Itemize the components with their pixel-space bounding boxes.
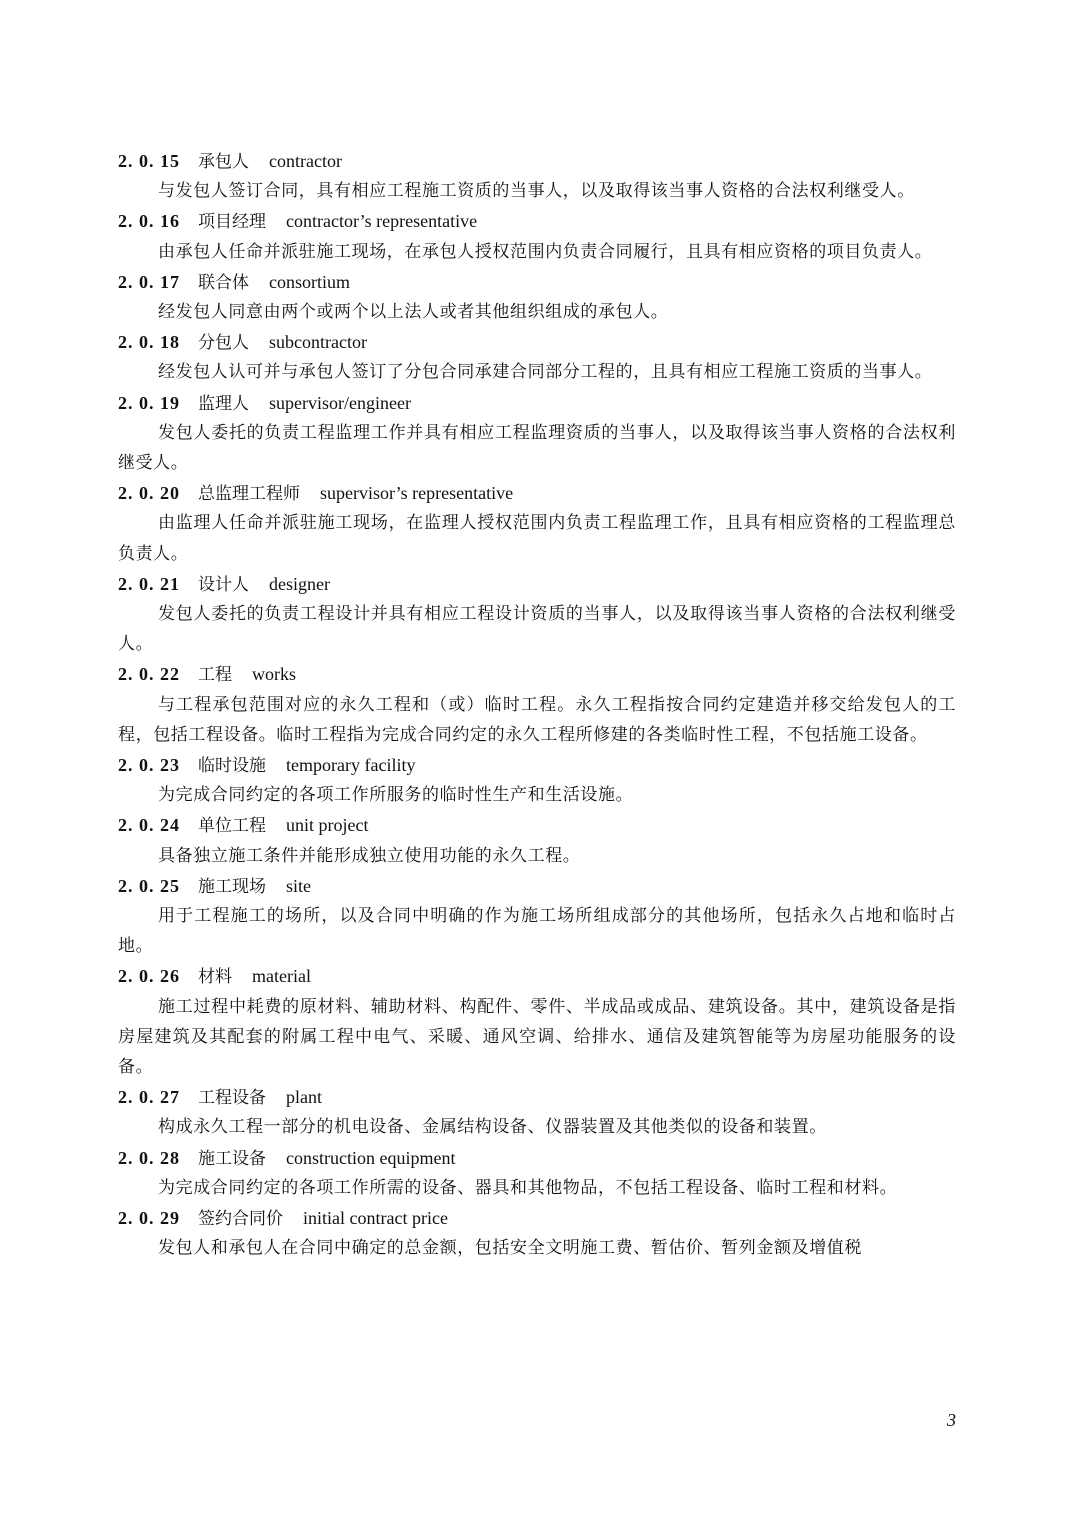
term-number: 2. 0. 29 xyxy=(118,1207,180,1228)
term-entry xyxy=(118,569,956,660)
term-chinese: 施工现场 xyxy=(198,876,266,897)
term-number: 2. 0. 28 xyxy=(118,1147,180,1168)
term-definition: 为完成合同约定的各项工作所服务的临时性生产和生活设施。 xyxy=(158,785,634,806)
term-heading xyxy=(118,810,956,840)
term-definition: 构成永久工程一部分的机电设备、金属结构设备、仪器装置及其他类似的设备和装置。 xyxy=(158,1117,827,1138)
term-chinese: 总监理工程师 xyxy=(198,484,300,505)
term-number: 2. 0. 15 xyxy=(118,151,180,171)
term-chinese: 联合体 xyxy=(198,272,249,293)
term-entry xyxy=(118,1082,956,1142)
term-entry xyxy=(118,327,956,387)
term-english: supervisor’s representative xyxy=(320,483,514,504)
term-english: subcontractor xyxy=(269,332,367,353)
term-number: 2. 0. 24 xyxy=(118,815,180,836)
term-chinese: 签约合同价 xyxy=(198,1208,283,1229)
term-number: 2. 0. 21 xyxy=(118,573,180,594)
term-entry xyxy=(118,1203,956,1263)
term-entry xyxy=(118,871,956,962)
term-definition: 发包人委托的负责工程监理工作并具有相应工程监理资质的当事人，以及取得该当事人资格的合法权利继受人。 xyxy=(118,422,956,473)
term-english: unit project xyxy=(286,815,369,836)
term-entry xyxy=(118,810,956,870)
term-heading xyxy=(118,206,956,236)
term-definition: 发包人和承包人在合同中确定的总金额，包括安全文明施工费、暂估价、暂列金额及增值税 xyxy=(158,1238,862,1259)
term-number: 2. 0. 18 xyxy=(118,332,180,353)
term-english: designer xyxy=(269,573,330,594)
term-entry xyxy=(118,206,956,266)
term-definition: 用于工程施工的场所，以及合同中明确的作为施工场所组成部分的其他场所，包括永久占地和临时占地。 xyxy=(118,905,956,957)
term-entry xyxy=(118,961,956,1082)
term-number: 2. 0. 27 xyxy=(118,1087,180,1108)
term-heading xyxy=(118,1082,956,1112)
term-chinese: 监理人 xyxy=(198,393,249,414)
term-number: 2. 0. 25 xyxy=(118,875,180,896)
term-definition: 为完成合同约定的各项工作所需的设备、器具和其他物品，不包括工程设备、临时工程和材料。 xyxy=(158,1177,898,1198)
term-chinese: 设计人 xyxy=(198,574,249,595)
term-english: supervisor/engineer xyxy=(269,392,411,413)
term-heading xyxy=(118,146,956,176)
term-number: 2. 0. 19 xyxy=(118,392,180,413)
term-english: works xyxy=(252,664,296,685)
term-entry xyxy=(118,146,956,206)
term-number: 2. 0. 20 xyxy=(118,483,180,504)
term-number: 2. 0. 22 xyxy=(118,664,180,685)
terms-list xyxy=(118,146,956,1263)
term-heading xyxy=(118,327,956,357)
term-heading xyxy=(118,569,956,599)
term-chinese: 施工设备 xyxy=(198,1148,266,1169)
term-heading xyxy=(118,961,956,991)
term-chinese: 项目经理 xyxy=(198,212,266,233)
term-entry xyxy=(118,1143,956,1203)
term-entry xyxy=(118,388,956,479)
term-definition: 由承包人任命并派驻施工现场，在承包人授权范围内负责合同履行，且具有相应资格的项目负责人。 xyxy=(158,241,933,262)
term-chinese: 材料 xyxy=(198,967,232,988)
term-heading xyxy=(118,388,956,418)
term-english: consortium xyxy=(269,271,350,292)
term-entry xyxy=(118,750,956,810)
term-entry xyxy=(118,478,956,569)
term-english: site xyxy=(286,875,311,896)
term-definition: 与工程承包范围对应的永久工程和（或）临时工程。永久工程指按合同约定建造并移交给发包人的工程，包括工程设备。临时工程指为完成合同约定的永久工程所修建的各类临时性工程，不包括施工设备。 xyxy=(118,694,956,745)
term-english: plant xyxy=(286,1087,322,1108)
term-chinese: 工程 xyxy=(198,665,232,686)
term-english: material xyxy=(252,966,311,987)
term-chinese: 临时设施 xyxy=(198,755,266,776)
term-entry xyxy=(118,267,956,327)
term-heading xyxy=(118,750,956,780)
term-english: contractor’s representative xyxy=(286,211,478,232)
term-english: temporary facility xyxy=(286,754,416,775)
page-number: 3 xyxy=(947,1410,956,1430)
term-english: contractor xyxy=(269,151,342,171)
term-definition: 施工过程中耗费的原材料、辅助材料、构配件、零件、半成品或成品、建筑设备。其中，建筑设备是指房屋建筑及其配套的附属工程中电气、采暖、通风空调、给排水、通信及建筑智能等为房屋功能服务的设备。 xyxy=(118,996,956,1077)
term-heading xyxy=(118,659,956,689)
term-number: 2. 0. 26 xyxy=(118,966,180,987)
term-definition: 由监理人任命并派驻施工现场，在监理人授权范围内负责工程监理工作，且具有相应资格的工程监理总负责人。 xyxy=(118,513,956,564)
term-heading xyxy=(118,267,956,297)
term-english: initial contract price xyxy=(303,1207,448,1228)
term-definition: 具备独立施工条件并能形成独立使用功能的永久工程。 xyxy=(158,845,581,866)
term-chinese: 分包人 xyxy=(198,333,249,354)
term-heading xyxy=(118,871,956,901)
term-heading xyxy=(118,478,956,508)
term-chinese: 单位工程 xyxy=(198,816,266,837)
term-number: 2. 0. 17 xyxy=(118,271,180,292)
term-number: 2. 0. 23 xyxy=(118,754,180,775)
term-chinese: 工程设备 xyxy=(198,1088,266,1109)
term-entry xyxy=(118,659,956,750)
term-definition: 经发包人认可并与承包人签订了分包合同承建合同部分工程的，且具有相应工程施工资质的当事人。 xyxy=(158,362,933,383)
term-chinese: 承包人 xyxy=(198,152,249,172)
term-english: construction equipment xyxy=(286,1147,456,1168)
term-definition: 发包人委托的负责工程设计并具有相应工程设计资质的当事人，以及取得该当事人资格的合法权利继受人。 xyxy=(118,603,956,655)
term-definition: 经发包人同意由两个或两个以上法人或者其他组织组成的承包人。 xyxy=(158,301,669,322)
term-definition: 与发包人签订合同，具有相应工程施工资质的当事人，以及取得该当事人资格的合法权利继受人。 xyxy=(158,181,915,202)
term-heading xyxy=(118,1203,956,1233)
term-number: 2. 0. 16 xyxy=(118,211,180,232)
term-heading xyxy=(118,1143,956,1173)
